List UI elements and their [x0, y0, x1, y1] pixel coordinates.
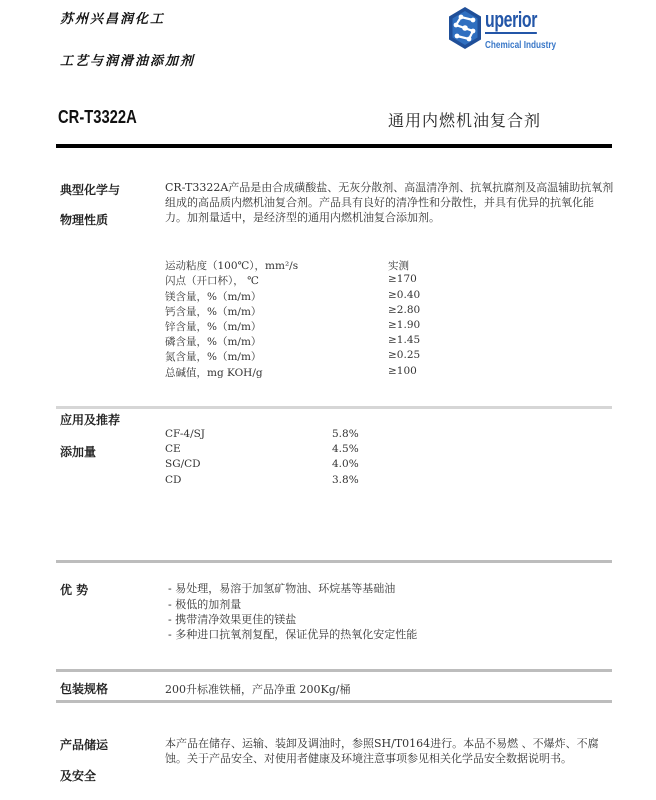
storage-label-line1: 产品储运: [60, 738, 109, 752]
product-description: CR-T3322A产品是由合成磺酸盐、无灰分散剂、高温清净剂、抗氧抗腐剂及高温辅助抗氧剂组成的高品质内燃机油复合剂。产品具有良好的清净性和分散性，并具有优异的抗氧化能力。加剂量适中，是经济型的通用内燃机油复合添加剂。: [165, 181, 614, 224]
property-name: 磷含量，%（m/m）: [165, 336, 262, 348]
property-value: ≥0.40: [388, 289, 421, 301]
properties-label-line1: 典型化学与: [60, 183, 121, 197]
advantage-item: - 携带清净效果更佳的镁盐: [168, 613, 297, 626]
property-name: 运动粘度（100℃），mm²/s: [165, 260, 299, 272]
logo-wordmark: uperior: [485, 7, 538, 32]
oil-grade: CF-4/SJ: [165, 428, 206, 440]
property-name: 镁含量，%（m/m）: [165, 291, 262, 303]
packaging-label: 包装规格: [60, 682, 109, 696]
property-value: ≥2.80: [388, 304, 421, 316]
oil-grade: SG/CD: [165, 458, 201, 470]
property-name: 闪点（开口杯）， ℃: [165, 275, 259, 287]
property-value: ≥1.90: [388, 319, 421, 331]
property-value: 实测: [388, 260, 409, 272]
property-value: ≥0.25: [388, 349, 421, 361]
section-divider: [56, 700, 612, 703]
property-value: ≥100: [388, 365, 417, 377]
hexagon-molecule-icon: [447, 6, 483, 50]
section-divider: [56, 406, 612, 409]
advantage-item: - 多种进口抗氧剂复配，保证优异的热氧化安定性能: [168, 628, 418, 641]
title-divider: [56, 144, 612, 148]
product-name: 通用内燃机油复合剂: [388, 111, 542, 130]
section-divider: [56, 669, 612, 672]
storage-label-line2: 及安全: [60, 769, 97, 783]
property-name: 锌含量，%（m/m）: [165, 321, 262, 333]
section-divider: [56, 560, 612, 563]
application-label-line1: 应用及推荐: [60, 413, 121, 427]
advantages-label: 优 势: [60, 583, 89, 597]
packaging-text: 200升标准铁桶，产品净重 200Kg/桶: [165, 683, 351, 696]
dosage-value: 4.5%: [332, 443, 359, 455]
properties-label-line2: 物理性质: [60, 213, 109, 227]
advantage-item: - 易处理，易溶于加氢矿物油、环烷基等基础油: [168, 582, 396, 595]
dosage-value: 5.8%: [332, 428, 359, 440]
property-name: 总碱值，mg KOH/g: [165, 367, 263, 379]
oil-grade: CD: [165, 474, 182, 486]
oil-grade: CE: [165, 443, 181, 455]
property-value: ≥1.45: [388, 334, 421, 346]
property-name: 钙含量，%（m/m）: [165, 306, 262, 318]
property-value: ≥170: [388, 273, 417, 285]
company-name: 苏州兴昌润化工: [60, 12, 166, 27]
property-name: 氮含量，%（m/m）: [165, 351, 262, 363]
logo-tagline: Chemical Industry: [485, 40, 557, 51]
dosage-value: 3.8%: [332, 474, 359, 486]
dosage-value: 4.0%: [332, 458, 359, 470]
storage-text: 本产品在储存、运输、装卸及调油时，参照SH/T0164进行。本品不易燃 、不爆炸、不腐蚀。关于产品安全、对使用者健康及环境注意事项参见相关化学品安全数据说明书。: [165, 737, 599, 765]
advantage-item: - 极低的加剂量: [168, 598, 242, 611]
division-name: 工艺与润滑油添加剂: [60, 54, 196, 69]
product-code: CR-T3322A: [58, 107, 137, 127]
application-label-line2: 添加量: [60, 445, 97, 459]
company-logo: [447, 6, 567, 54]
